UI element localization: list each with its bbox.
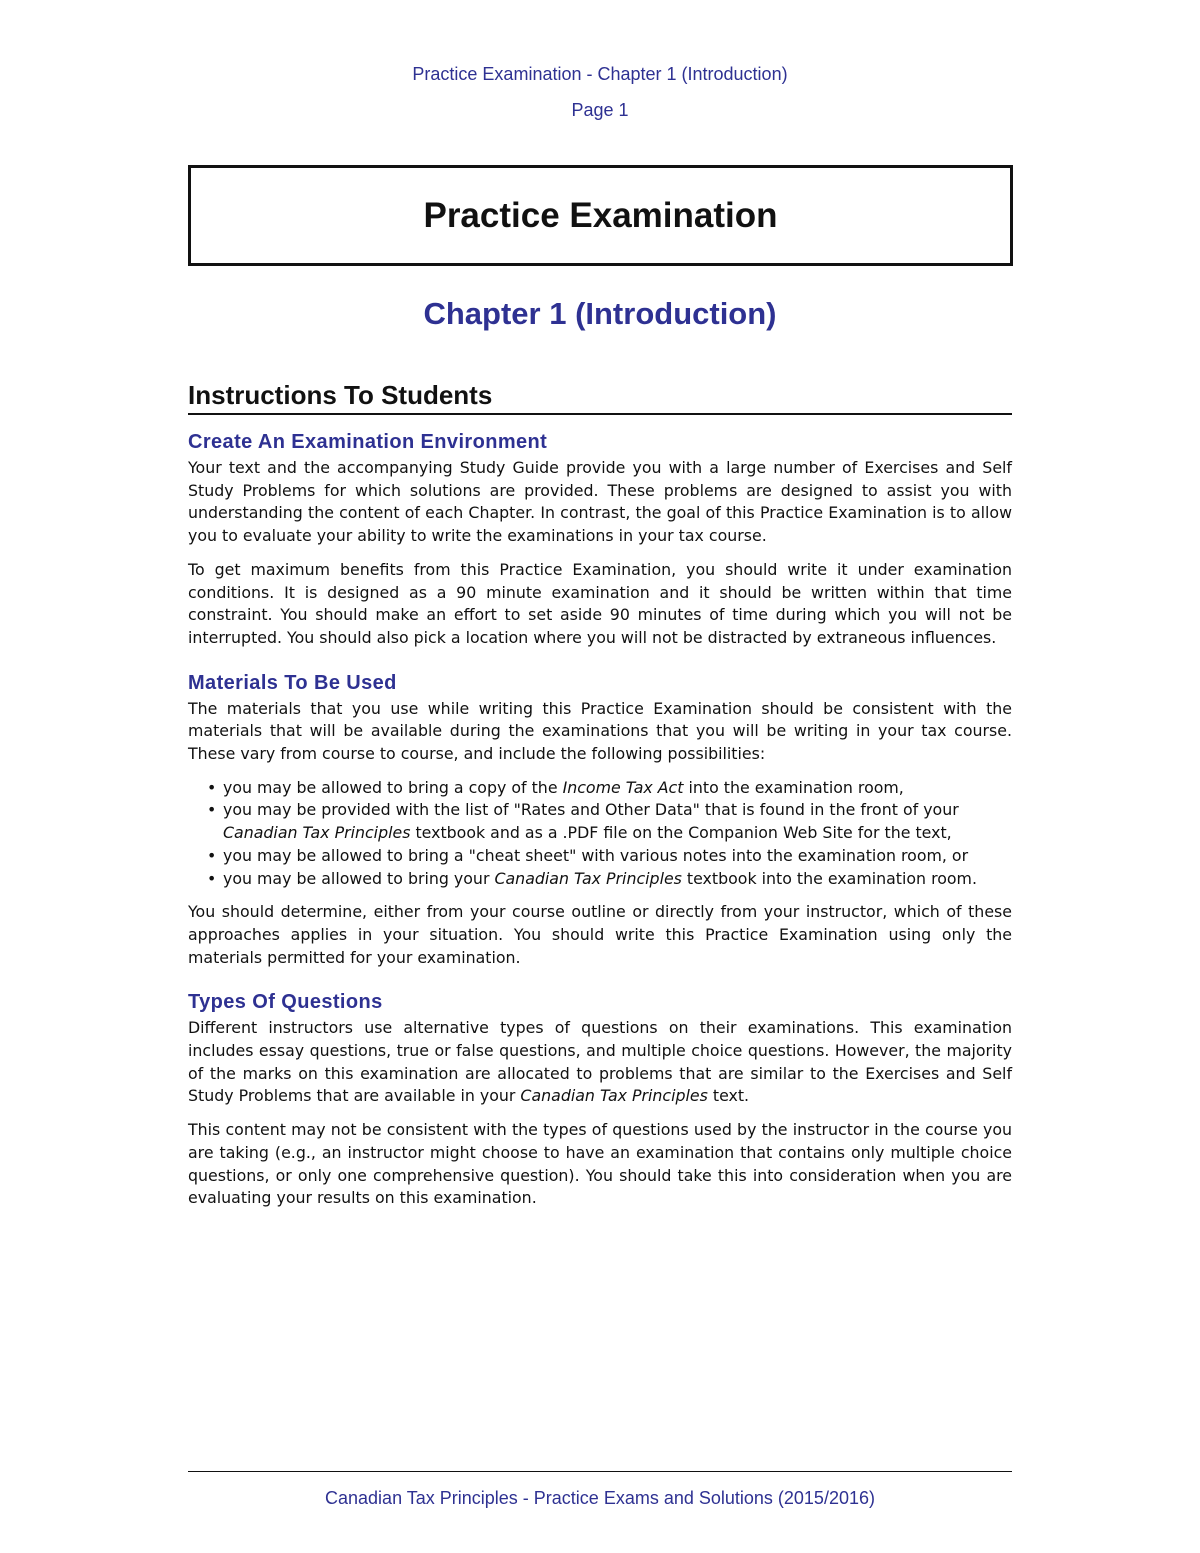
footer-rule	[188, 1471, 1012, 1472]
bullet-list	[188, 777, 1012, 891]
section-heading: Instructions To Students	[188, 380, 1012, 415]
list-item: • you may be provided with the list of "Rates and Other Data" that is found in the front of your Canadian Tax Principles textbook and as a .PDF file on the Companion Web Site for the text,	[207, 800, 959, 843]
list-item: • you may be allowed to bring your Canadian Tax Principles textbook into the examination room.	[188, 868, 978, 891]
bullet-glyph: •	[207, 800, 217, 820]
paragraph: This content may not be consistent with the types of questions used by the instructor in the course you are taking (e.g., an instructor might choose to have an examination that contains only multiple choice questions, or only one comprehensive question). You should take this into consideration when you are evaluating your results on this examination.	[188, 1120, 1012, 1208]
subheading-types: Types Of Questions	[188, 991, 383, 1014]
subheading-materials: Materials To Be Used	[188, 671, 397, 694]
bullet-glyph: •	[207, 845, 217, 865]
paragraph: You should determine, either from your course outline or directly from your instructor, which of these approaches applies in your situation. You should write this Practice Examination using only the materials permitted for your examination.	[188, 902, 1012, 967]
paragraph: Different instructors use alternative types of questions on their examinations. This examination includes essay questions, true or false questions, and multiple choice questions. However, the majority of the marks on this examination are allocated to problems that are similar to the Exercises and Self Study Problems that are available in your Canadian Tax Principles text.	[188, 1018, 1012, 1106]
running-header-title: Practice Examination - Chapter 1 (Introduction)	[412, 64, 788, 84]
document-title: Practice Examination	[423, 195, 778, 235]
bullet-glyph: •	[207, 777, 217, 797]
bullet-glyph: •	[207, 868, 217, 888]
chapter-title: Chapter 1 (Introduction)	[423, 296, 777, 331]
list-item: • you may be allowed to bring a "cheat sheet" with various notes into the examination room, or	[188, 845, 978, 868]
paragraph: To get maximum benefits from this Practice Examination, you should write it under examination conditions. It is designed as a 90 minute examination and it should be written within that time constraint. You should make an effort to set aside 90 minutes of time during which you will not be interrupted. You should also pick a location where you will not be distracted by extraneous influences.	[188, 559, 1012, 647]
subheading-environment: Create An Examination Environment	[188, 431, 548, 453]
list-item: • you may be allowed to bring a copy of the Income Tax Act into the examination room,	[188, 777, 978, 800]
main-content	[188, 380, 1012, 1221]
page-number: Page 1	[571, 100, 629, 120]
paragraph: The materials that you use while writing this Practice Examination should be consistent with the materials that will be available during the examinations that you will be writing in your tax course. These vary from course to course, and include the following possibilities:	[188, 698, 1012, 764]
footer-text: Canadian Tax Principles - Practice Exams and Solutions (2015/2016)	[325, 1488, 875, 1508]
title-box	[188, 165, 1013, 266]
paragraph: Your text and the accompanying Study Guide provide you with a large number of Exercises and Self Study Problems for which solutions are provided. These problems are designed to assist you with understanding the content of each Chapter. In contrast, the goal of this Practice Examination is to allow you to evaluate your ability to write the examinations in your tax course.	[188, 458, 1012, 546]
